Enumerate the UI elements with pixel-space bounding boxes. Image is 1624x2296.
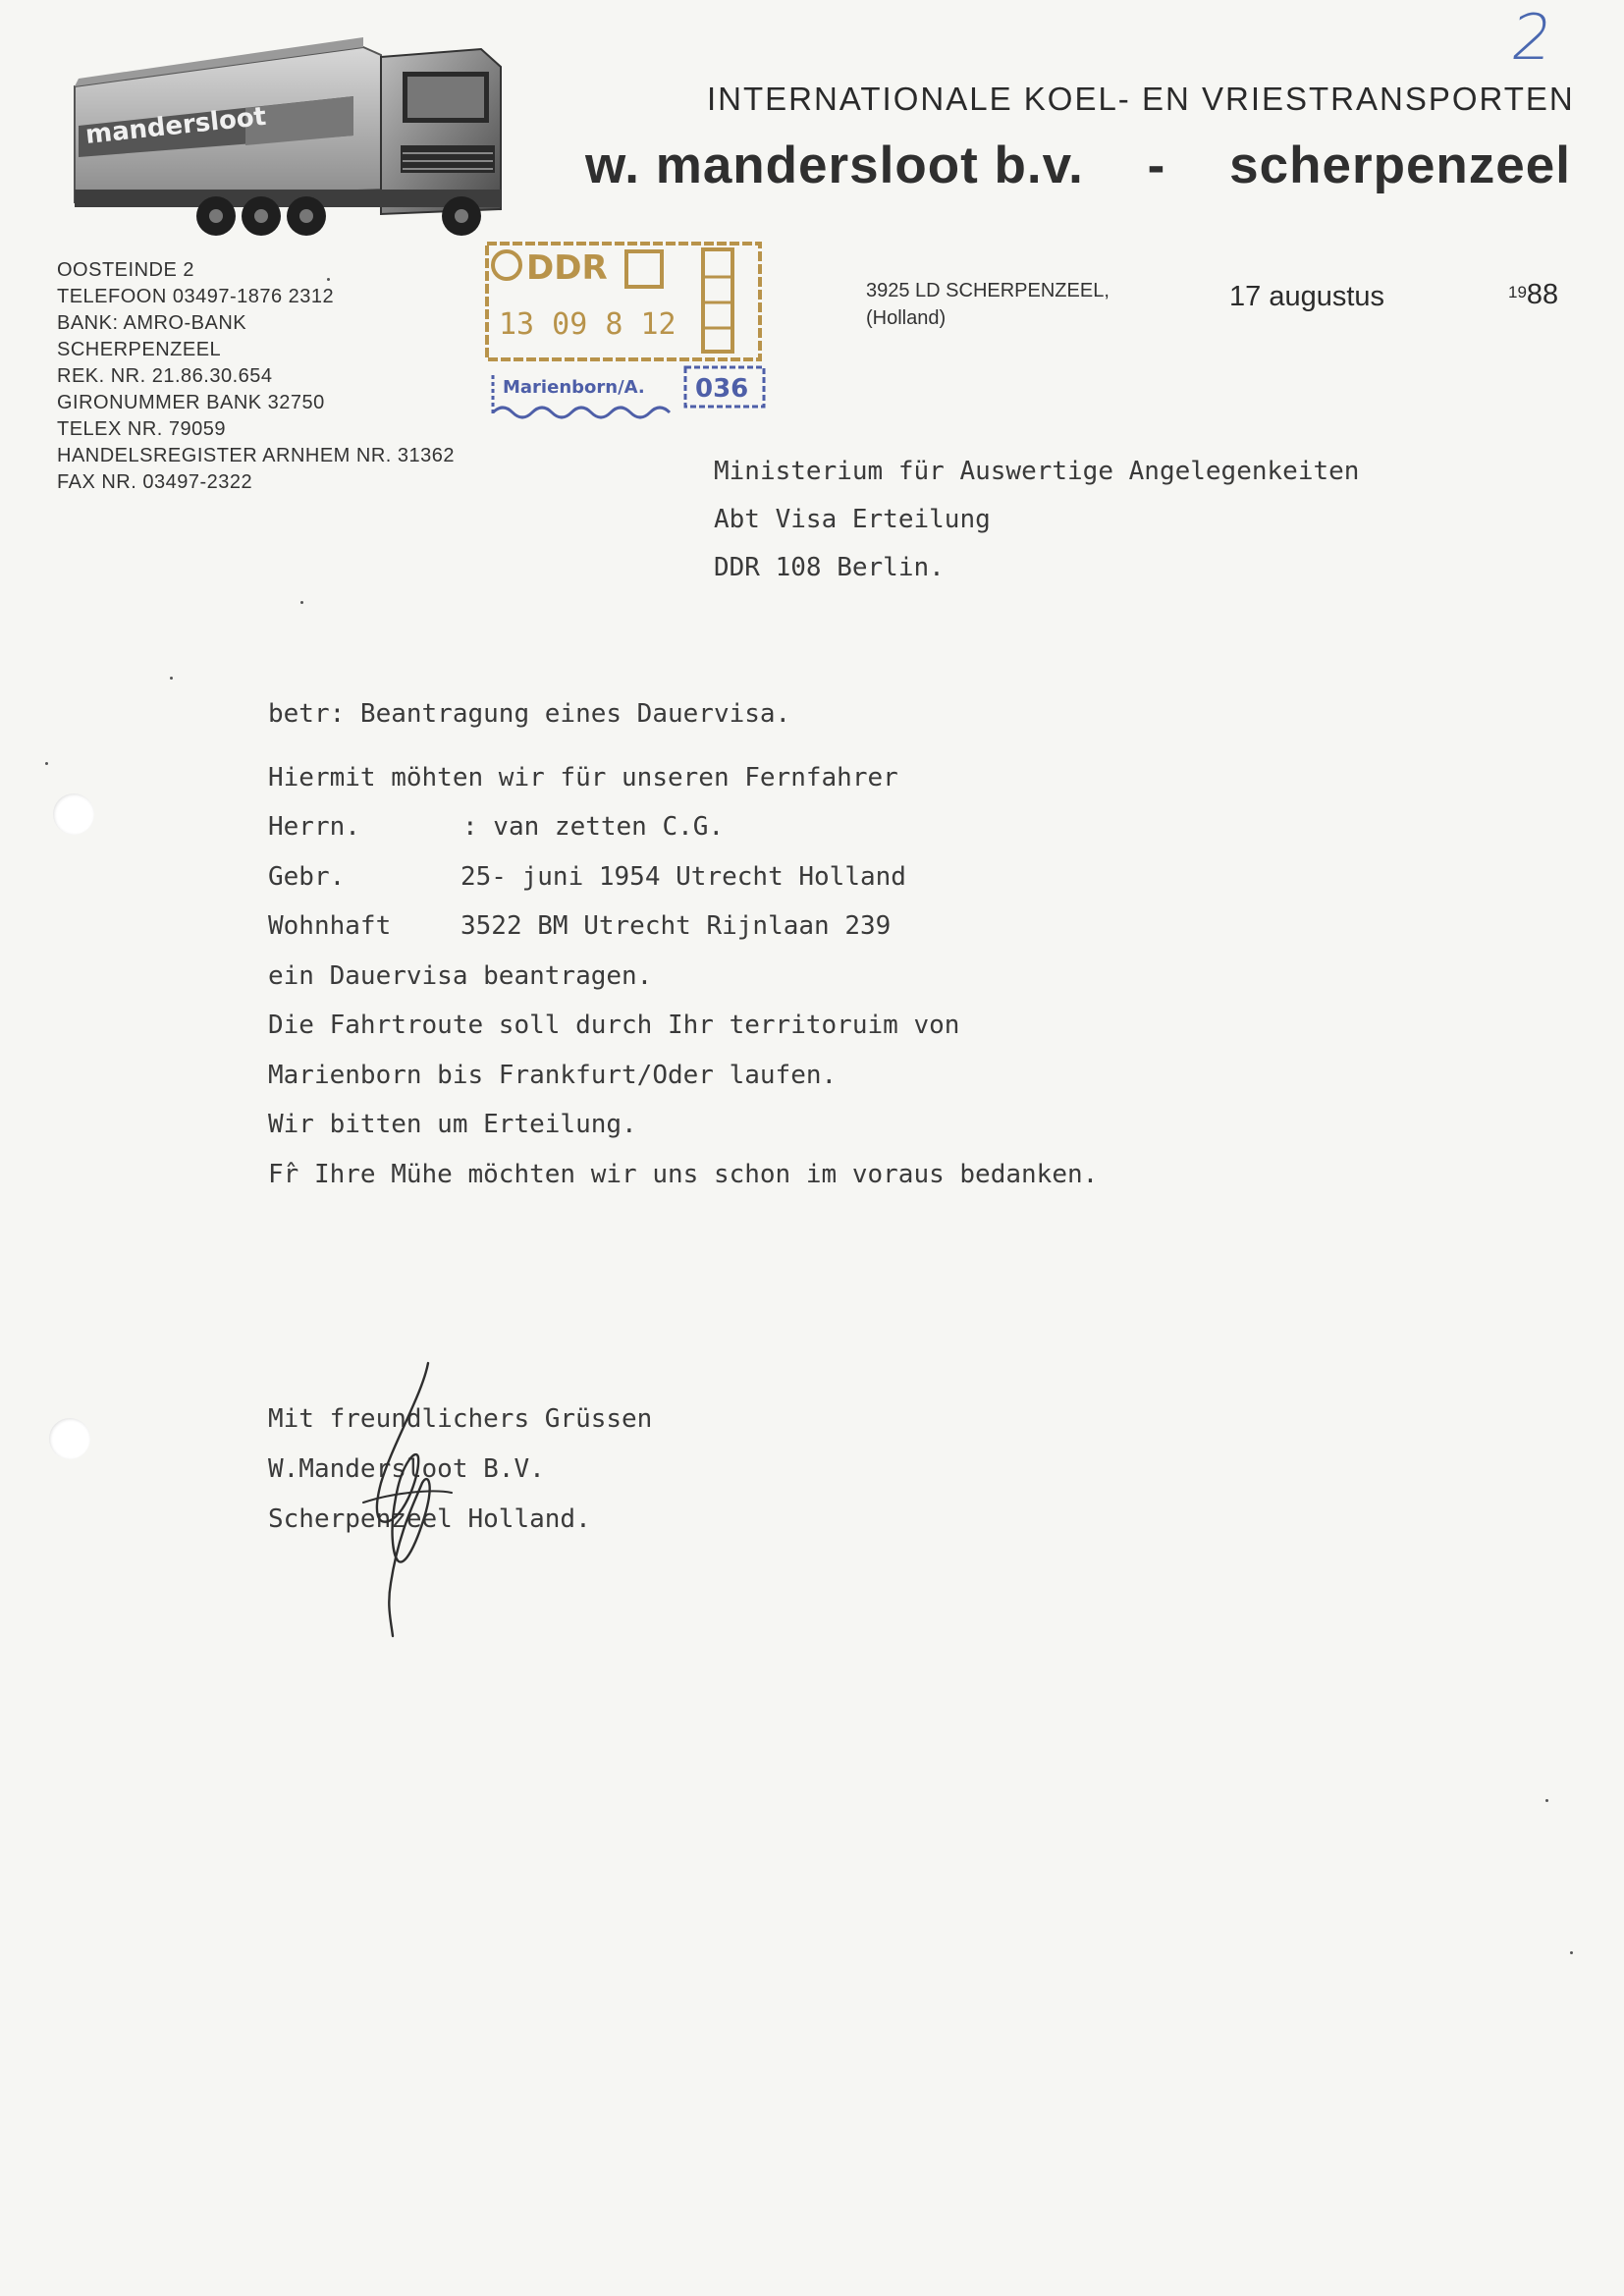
company-tagline: INTERNATIONALE KOEL- EN VRIESTRANSPORTEN [707, 81, 1575, 117]
border-stamp [479, 238, 774, 424]
stamp-number: 036 [695, 374, 749, 404]
letter-date: 17 augustus [1229, 281, 1385, 312]
punch-hole [53, 793, 94, 835]
detail-label: Herrn. [268, 812, 360, 842]
recipient-line: Ministerium für Auswertige Angelegenkeiten [714, 457, 1360, 486]
body-line: Die Fahrtroute soll durch Ihr territoruim von [268, 1011, 960, 1040]
paper-speck [45, 762, 48, 765]
address-line: HANDELSREGISTER ARNHEM NR. 31362 [57, 445, 456, 466]
detail-label: Wohnhaft [268, 911, 392, 941]
punch-hole [49, 1418, 90, 1459]
detail-value: 3522 BM Utrecht Rijnlaan 239 [460, 911, 892, 941]
address-line: GIRONUMMER BANK 32750 [57, 392, 325, 413]
stamp-date: 13 09 8 12 [499, 307, 677, 342]
letter-intro: Hiermit möhten wir für unseren Fernfahrer [268, 762, 898, 793]
paper-speck [327, 278, 330, 281]
detail-row [268, 852, 1098, 902]
page-number: 2 [1506, 2, 1557, 75]
recipient-line: Abt Visa Erteilung [714, 505, 991, 534]
paper-speck [170, 677, 173, 680]
truck-logo-text: mandersloot [83, 101, 268, 150]
paper-speck [300, 601, 303, 604]
body-line: Wir bitten um Erteilung. [268, 1110, 637, 1139]
sender-country: (Holland) [866, 307, 947, 329]
sender-location [866, 277, 1110, 332]
company-city: scherpenzeel [1229, 137, 1571, 194]
detail-row [268, 902, 1098, 952]
closing-line: W.Mandersloot B.V. [268, 1454, 545, 1484]
letter-body [268, 689, 1098, 1199]
stamp-place: Marienborn/A. [503, 377, 645, 398]
closing-line: Scherpenzeel Holland. [268, 1504, 591, 1534]
paper-speck [1545, 1799, 1548, 1802]
stamp-emblem-icon [493, 251, 520, 279]
address-line: TELEFOON 03497-1876 2312 [57, 286, 335, 307]
address-line: OOSTEINDE 2 [57, 259, 194, 281]
recipient-line: DDR 108 Berlin. [714, 553, 945, 582]
address-line: SCHERPENZEEL [57, 339, 222, 360]
detail-row [268, 802, 1098, 852]
year-century: 19 [1508, 283, 1527, 301]
body-line: Fr̂ Ihre Mühe möchten wir uns schon im voraus bedanken. [268, 1159, 1099, 1189]
company-address-block [57, 257, 455, 496]
recipient-address [714, 448, 1359, 592]
address-line: REK. NR. 21.86.30.654 [57, 365, 273, 387]
address-line: BANK: AMRO-BANK [57, 312, 247, 334]
stamp-country: DDR [526, 248, 608, 288]
sender-postal: 3925 LD SCHERPENZEEL, [866, 280, 1110, 301]
body-line: ein Dauervisa beantragen. [268, 960, 653, 991]
address-line: TELEX NR. 79059 [57, 418, 227, 440]
truck-icon [69, 27, 511, 239]
address-line: FAX NR. 03497-2322 [57, 471, 253, 493]
detail-label: Gebr. [268, 861, 346, 892]
letter-year [1508, 279, 1558, 311]
detail-value: : van zetten C.G. [462, 812, 725, 842]
year-digits: 88 [1526, 279, 1559, 310]
company-name-line [585, 136, 1571, 195]
handwritten-signature [334, 1355, 471, 1640]
paper-speck [1570, 1951, 1573, 1954]
detail-value: 25- juni 1954 Utrecht Holland [460, 861, 906, 892]
letter-subject: betr: Beantragung eines Dauervisa. [268, 699, 791, 729]
body-line: Marienborn bis Frankfurt/Oder laufen. [268, 1060, 838, 1090]
company-name: w. mandersloot b.v. [585, 137, 1084, 194]
company-separator: - [1147, 137, 1166, 194]
closing-line: Mit freundlichers Grüssen [268, 1404, 653, 1434]
